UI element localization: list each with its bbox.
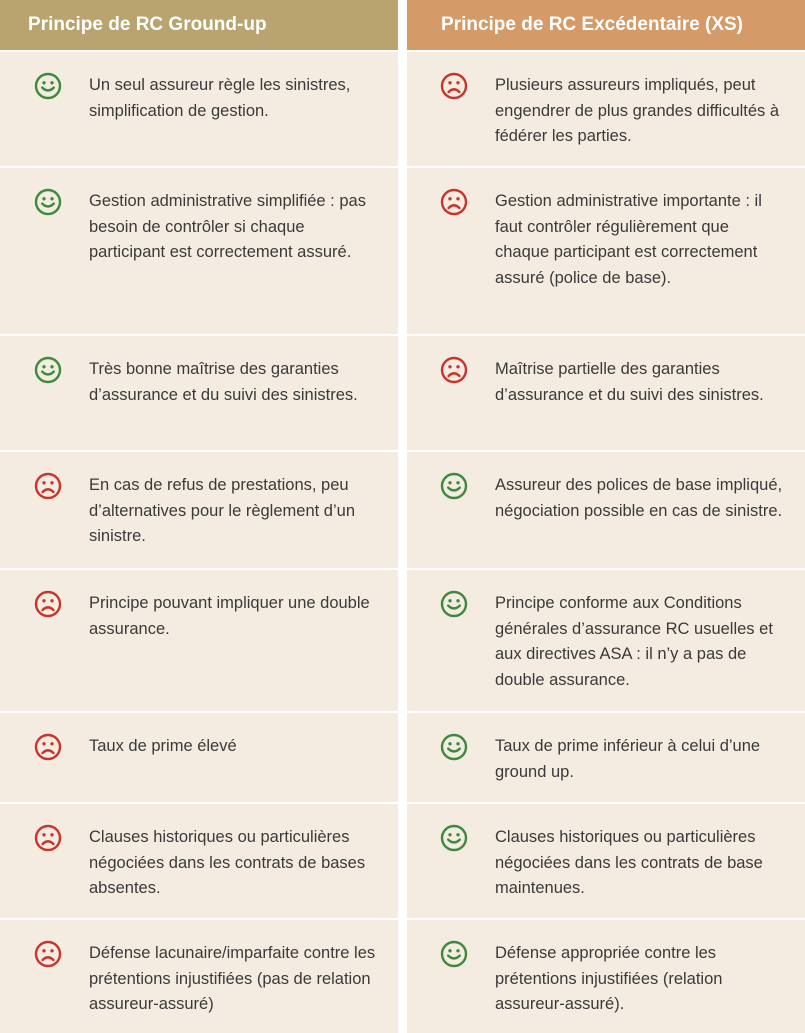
smiley-happy-icon bbox=[34, 356, 62, 384]
cell-text: En cas de refus de prestations, peu d’alternatives pour le règlement d’un sinistre. bbox=[89, 476, 355, 545]
row-5-right-cell bbox=[407, 570, 805, 711]
cell-text: Défense appropriée contre les prétentions injustifiées (relation assureur-assuré). bbox=[495, 944, 723, 1013]
cell-text: Un seul assureur règle les sinistres, simplification de gestion. bbox=[89, 76, 351, 120]
header-ground-up: Principe de RC Ground-up bbox=[0, 0, 398, 50]
row-8-right-cell bbox=[407, 920, 805, 1033]
row-7-left-cell bbox=[0, 804, 398, 918]
row-6-right-cell bbox=[407, 713, 805, 802]
cell-text: Taux de prime inférieur à celui d’une ground up. bbox=[495, 737, 761, 781]
row-2-right-cell bbox=[407, 168, 805, 334]
cell-text: Très bonne maîtrise des garanties d’assurance et du suivi des sinistres. bbox=[89, 360, 358, 404]
smiley-sad-icon bbox=[34, 472, 62, 500]
smiley-sad-icon bbox=[440, 188, 468, 216]
row-1-left-cell bbox=[0, 52, 398, 166]
smiley-happy-icon bbox=[440, 733, 468, 761]
smiley-happy-icon bbox=[440, 824, 468, 852]
smiley-happy-icon bbox=[440, 940, 468, 968]
row-5-left-cell bbox=[0, 570, 398, 711]
row-8-left-cell bbox=[0, 920, 398, 1033]
row-6-left-cell bbox=[0, 713, 398, 802]
cell-text: Maîtrise partielle des garanties d’assurance et du suivi des sinistres. bbox=[495, 360, 764, 404]
cell-text: Principe pouvant impliquer une double assurance. bbox=[89, 594, 370, 638]
row-1-right-cell bbox=[407, 52, 805, 166]
row-4-left-cell bbox=[0, 452, 398, 568]
smiley-happy-icon bbox=[34, 72, 62, 100]
smiley-sad-icon bbox=[440, 356, 468, 384]
row-4-right-cell bbox=[407, 452, 805, 568]
row-3-right-cell bbox=[407, 336, 805, 450]
smiley-sad-icon bbox=[34, 590, 62, 618]
cell-text: Clauses historiques ou particulières négociées dans les contrats de bases absentes. bbox=[89, 828, 366, 897]
cell-text: Gestion administrative importante : il faut contrôler régulièrement que chaque participant est correctement assuré (police de base). bbox=[495, 192, 762, 287]
cell-text: Taux de prime élevé bbox=[89, 737, 237, 755]
smiley-happy-icon bbox=[34, 188, 62, 216]
cell-text: Principe conforme aux Conditions générales d’assurance RC usuelles et aux directives ASA : il n’y a pas de double assurance. bbox=[495, 594, 773, 689]
smiley-sad-icon bbox=[34, 824, 62, 852]
smiley-happy-icon bbox=[440, 590, 468, 618]
cell-text: Clauses historiques ou particulières négociées dans les contrats de base maintenues. bbox=[495, 828, 763, 897]
cell-text: Assureur des polices de base impliqué, négociation possible en cas de sinistre. bbox=[495, 476, 783, 520]
cell-text: Gestion administrative simplifiée : pas besoin de contrôler si chaque participant est correctement assuré. bbox=[89, 192, 366, 261]
cell-text: Plusieurs assureurs impliqués, peut engendrer de plus grandes difficultés à fédérer les parties. bbox=[495, 76, 780, 145]
header-excess-xs: Principe de RC Excédentaire (XS) bbox=[407, 0, 805, 50]
smiley-sad-icon bbox=[440, 72, 468, 100]
row-2-left-cell bbox=[0, 168, 398, 334]
row-7-right-cell bbox=[407, 804, 805, 918]
smiley-sad-icon bbox=[34, 940, 62, 968]
cell-text: Défense lacunaire/imparfaite contre les prétentions injustifiées (pas de relation assureur-assuré) bbox=[89, 944, 376, 1013]
smiley-sad-icon bbox=[34, 733, 62, 761]
smiley-happy-icon bbox=[440, 472, 468, 500]
row-3-left-cell bbox=[0, 336, 398, 450]
